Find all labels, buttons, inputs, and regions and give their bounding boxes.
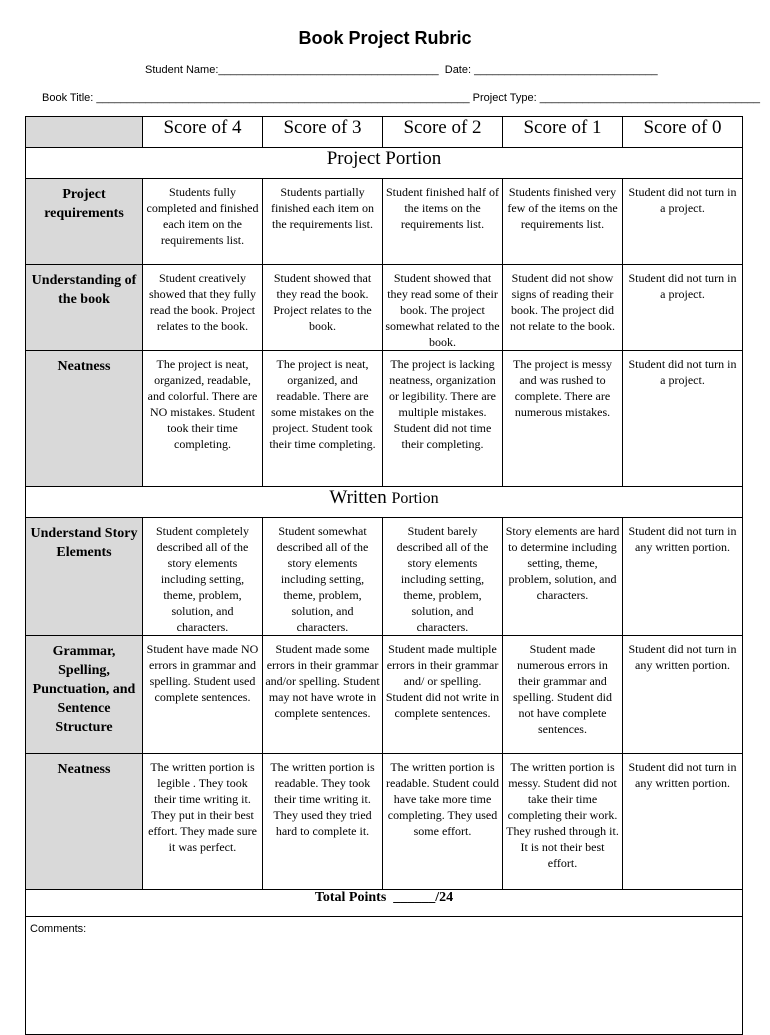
rubric-cell: The project is messy and was rushed to complete. There are numerous mistakes. <box>503 351 623 487</box>
header-score-2: Score of 2 <box>383 117 503 148</box>
criterion-label: Neatness <box>26 754 143 890</box>
header-score-1: Score of 1 <box>503 117 623 148</box>
rubric-cell: Student barely described all of the story elements including setting, theme, problem, solution, and characters. <box>383 518 503 636</box>
criterion-label: Grammar, Spelling, Punctuation, and Sentence Structure <box>26 636 143 754</box>
rubric-cell: Student have made NO errors in grammar and spelling. Student used complete sentences. <box>143 636 263 754</box>
rubric-cell: The written portion is readable. They took their time writing it. They used they tried hard to complete it. <box>263 754 383 890</box>
rubric-cell: The written portion is legible . They took their time writing it. They put in their best effort. They made sure it was perfect. <box>143 754 263 890</box>
rubric-cell: Student did not turn in a project. <box>623 265 743 351</box>
rubric-cell: Students partially finished each item on the requirements list. <box>263 179 383 265</box>
rubric-cell: Student somewhat described all of the story elements including setting, theme, problem, solution, and characters. <box>263 518 383 636</box>
section-title-written-main: Written <box>329 487 387 508</box>
rubric-cell: Students finished very few of the items on the requirements list. <box>503 179 623 265</box>
date-line: ______________________________ <box>474 64 658 76</box>
comments-row <box>26 917 743 1035</box>
document-title: Book Project Rubric <box>298 28 472 48</box>
criterion-label: Understand Story Elements <box>26 518 143 636</box>
date-label: Date: <box>444 64 472 76</box>
table-row <box>26 265 743 351</box>
table-row <box>26 636 743 754</box>
rubric-cell: Student did not turn in a project. <box>623 351 743 487</box>
rubric-cell: Student did not turn in any written portion. <box>623 754 743 890</box>
section-title-written-rest: Portion <box>391 490 439 507</box>
table-row <box>26 518 743 636</box>
total-points-label: Total Points <box>314 890 387 905</box>
rubric-cell: Student made numerous errors in their grammar and spelling. Student did not have complete sentences. <box>503 636 623 754</box>
rubric-cell: Student finished half of the items on the requirements list. <box>383 179 503 265</box>
book-info-row <box>0 92 770 104</box>
section-row-project <box>26 148 743 179</box>
student-name-line: ____________________________________ <box>218 64 439 76</box>
student-info-row <box>0 64 770 76</box>
rubric-cell: Student did not turn in a project. <box>623 179 743 265</box>
rubric-cell: Student did not turn in any written portion. <box>623 518 743 636</box>
comments-label: Comments: <box>30 923 87 935</box>
header-score-0: Score of 0 <box>623 117 743 148</box>
project-type-line: ____________________________________ <box>539 92 760 104</box>
header-score-4: Score of 4 <box>143 117 263 148</box>
total-points <box>26 890 743 917</box>
rubric-cell: The written portion is readable. Student could have take more time completing. They used some effort. <box>383 754 503 890</box>
rubric-table <box>25 116 743 1035</box>
rubric-cell: Student did not show signs of reading their book. The project did not relate to the book. <box>503 265 623 351</box>
book-title-line: _____________________________________________________________ <box>96 92 470 104</box>
rubric-cell: Student made multiple errors in their grammar and/ or spelling. Student did not write in complete sentences. <box>383 636 503 754</box>
rubric-cell: Story elements are hard to determine including setting, theme, problem, solution, and characters. <box>503 518 623 636</box>
book-title-label: Book Title: <box>42 92 94 104</box>
criterion-label: Project requirements <box>26 179 143 265</box>
header-score-3: Score of 3 <box>263 117 383 148</box>
header-row <box>26 117 743 148</box>
table-row <box>26 179 743 265</box>
rubric-cell: Student completely described all of the story elements including setting, theme, problem, solution, and characters. <box>143 518 263 636</box>
rubric-cell: Student creatively showed that they fully read the book. Project relates to the book. <box>143 265 263 351</box>
comments-box <box>26 917 743 1035</box>
total-row <box>26 890 743 917</box>
rubric-cell: The written portion is messy. Student did not take their time completing their work. They rushed through it. It is not their best effort. <box>503 754 623 890</box>
rubric-cell: Student showed that they read some of their book. The project somewhat related to the book. <box>383 265 503 351</box>
rubric-cell: Student showed that they read the book. Project relates to the book. <box>263 265 383 351</box>
student-name-label: Student Name: <box>145 64 219 76</box>
rubric-cell: Students fully completed and finished each item on the requirements list. <box>143 179 263 265</box>
section-title-written <box>26 487 743 518</box>
rubric-cell: Student did not turn in any written portion. <box>623 636 743 754</box>
total-points-value: ______/24 <box>393 890 454 905</box>
project-type-label: Project Type: <box>472 92 537 104</box>
rubric-cell: The project is lacking neatness, organization or legibility. There are multiple mistakes. Student did not time their completing. <box>383 351 503 487</box>
criterion-label: Understanding of the book <box>26 265 143 351</box>
rubric-cell: The project is neat, organized, readable, and colorful. There are NO mistakes. Student took their time completing. <box>143 351 263 487</box>
section-title-project: Project Portion <box>26 148 743 179</box>
criterion-label: Neatness <box>26 351 143 487</box>
table-row <box>26 351 743 487</box>
rubric-cell: The project is neat, organized, and readable. There are some mistakes on the project. Student took their time completing. <box>263 351 383 487</box>
section-row-written <box>26 487 743 518</box>
table-row <box>26 754 743 890</box>
rubric-cell: Student made some errors in their grammar and/or spelling. Student may not have wrote in complete sentences. <box>263 636 383 754</box>
header-corner-cell <box>26 117 143 148</box>
